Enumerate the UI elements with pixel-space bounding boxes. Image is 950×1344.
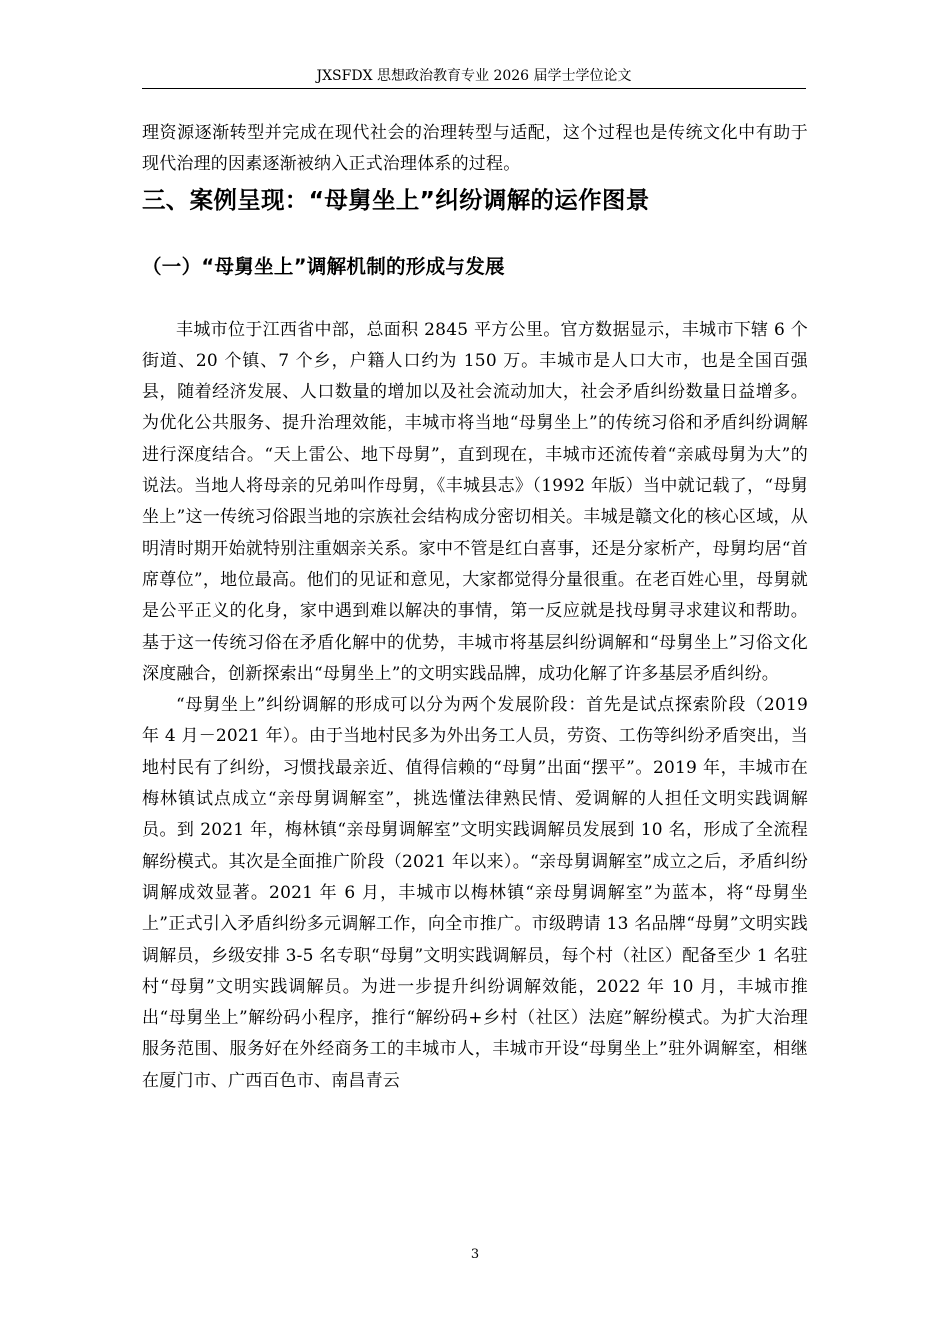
section-heading: 三、案例呈现：“母舅坐上”纠纷调解的运作图景 — [142, 185, 650, 214]
page-number: 3 — [470, 1247, 480, 1262]
header-divider — [142, 88, 806, 89]
page-header: JXSFDX 思想政治教育专业 2026 届学士学位论文 — [316, 68, 632, 84]
page-content — [142, 118, 808, 1097]
body-paragraph: 丰城市位于江西省中部，总面积 2845 平方公里。官方数据显示，丰城市下辖 6 个街道、20 个镇、7 个乡，户籍人口约为 150 万。丰城市是人口大市，也是全国百强县，随着经济发展、人口数量的增加以及社会流动加大，社会矛盾纠纷数量日益增多。为优化公共服务、提升治理效能，丰城市将当地“母舅坐上”的传统习俗和矛盾纠纷调解进行深度结合。“天上雷公、地下母舅”，直到现在，丰城市还流传着“亲戚母舅为大”的说法。当地人将母亲的兄弟叫作母舅，《丰城县志》（1992 年版）当中就记载了，“母舅坐上”这一传统习俗跟当地的宗族社会结构成分密切相关。丰城是赣文化的核心区域，从明清时期开始就特别注重姻亲关系。家中不管是红白喜事，还是分家析产，母舅均居“首席尊位”，地位最高。他们的见证和意见，大家都觉得分量很重。在老百姓心里，母舅就是公平正义的化身，家中遇到难以解决的事情，第一反应就是找母舅寻求建议和帮助。基于这一传统习俗在矛盾化解中的优势，丰城市将基层纠纷调解和“母舅坐上”习俗文化深度融合，创新探索出“母舅坐上”的文明实践品牌，成功化解了许多基层矛盾纠纷。 — [142, 319, 808, 684]
intro-paragraph: 理资源逐渐转型并完成在现代社会的治理转型与适配，这个过程也是传统文化中有助于现代治理的因素逐渐被纳入正式治理体系的过程。 — [142, 123, 808, 175]
spacer — [142, 283, 808, 315]
subsection-heading: （一）“母舅坐上”调解机制的形成与发展 — [142, 254, 505, 278]
body-paragraph: “母舅坐上”纠纷调解的形成可以分为两个发展阶段：首先是试点探索阶段（2019 年 4 月－2021 年）。由于当地村民多为外出务工人员，劳资、工伤等纠纷矛盾突出，当地村民有了纠纷，习惯找最亲近、值得信赖的“母舅”出面“摆平”。2019 年，丰城市在梅林镇试点成立“亲母舅调解室”，挑选懂法律熟民情、爱调解的人担任文明实践调解员。到 2021 年，梅林镇“亲母舅调解室”文明实践调解员发展到 10 名，形成了全流程解纷模式。其次是全面推广阶段（2021 年以来）。“亲母舅调解室”成立之后，矛盾纠纷调解成效显著。2021 年 6 月，丰城市以梅林镇“亲母舅调解室”为蓝本，将“母舅坐上”正式引入矛盾纠纷多元调解工作，向全市推广。市级聘请 13 名品牌“母舅”文明实践调解员，乡级安排 3-5 名专职“母舅”文明实践调解员，每个村（社区）配备至少 1 名驻村“母舅”文明实践调解员。为进一步提升纠纷调解效能，2022 年 10 月，丰城市推出“母舅坐上”解纷码小程序，推行“解纷码+乡村（社区）法庭”解纷模式。为扩大治理服务范围、服务好在外经商务工的丰城市人，丰城市开设“母舅坐上”驻外调解室，相继在厦门市、广西百色市、南昌青云 — [142, 695, 808, 1091]
